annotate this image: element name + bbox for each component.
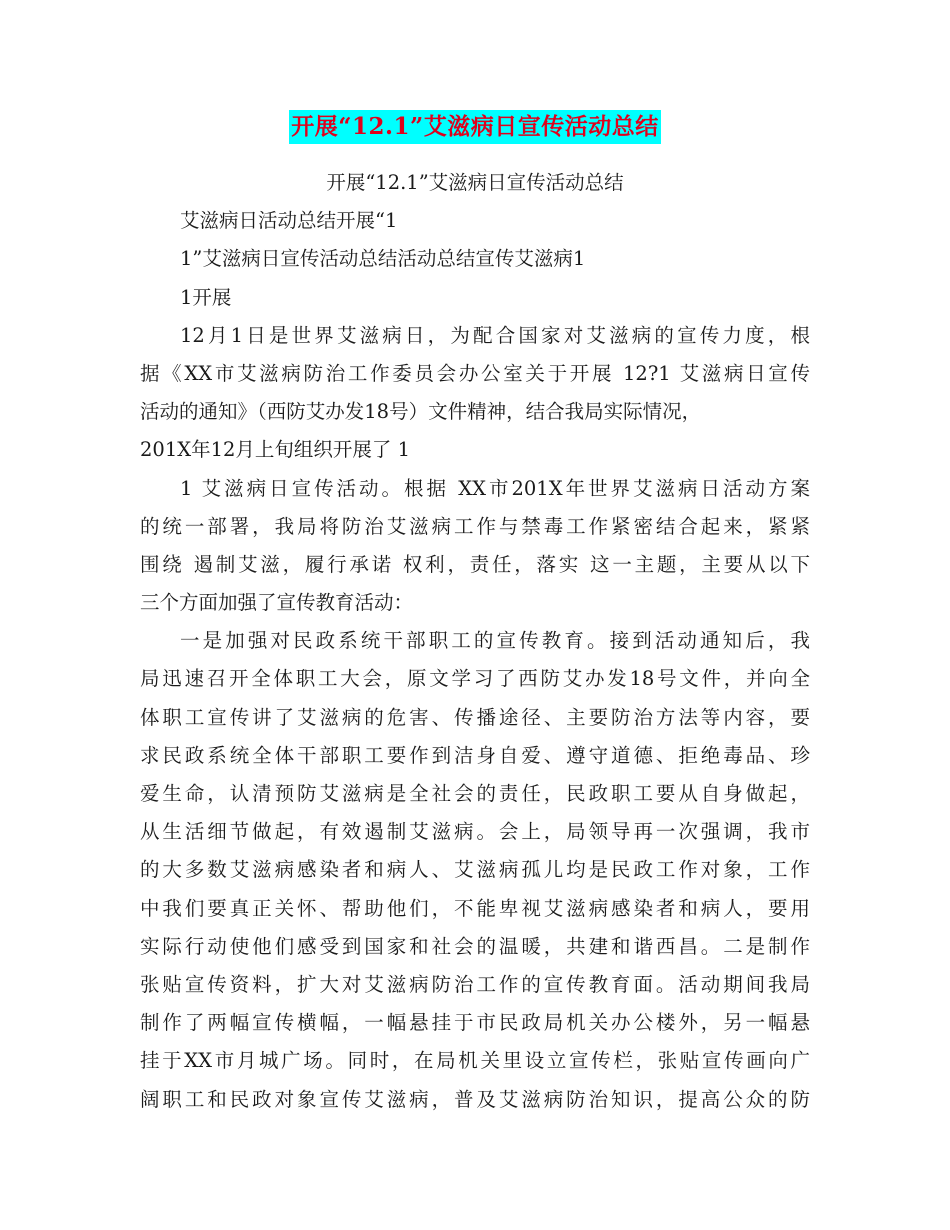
body-line: 的大多数艾滋病感染者和病人、艾滋病孤儿均是民政工作对象，工作: [140, 858, 810, 882]
body-line: 从生活细节做起，有效遏制艾滋病。会上，局领导再一次强调，我市: [140, 820, 810, 844]
body-line: 1开展: [180, 285, 232, 309]
body-line: 围绕 遏制艾滋，履行承诺 权利，责任，落实 这一主题，主要从以下: [140, 552, 810, 576]
body-line: 三个方面加强了宣传教育活动：: [140, 591, 414, 615]
body-line: 据《XX市艾滋病防治工作委员会办公室关于开展 12?1 艾滋病日宣传: [140, 361, 810, 385]
body-line: 体职工宣传讲了艾滋病的危害、传播途径、主要防治方法等内容，要: [140, 705, 810, 729]
body-line: 活动的通知》（西防艾办发18号）文件精神，结合我局实际情况，: [140, 400, 702, 424]
body-line: 实际行动使他们感受到国家和社会的温暖，共建和谐西昌。二是制作: [140, 934, 810, 958]
body-line: 1”艾滋病日宣传活动总结活动总结宣传艾滋病1: [180, 247, 586, 271]
body-line: 张贴宣传资料，扩大对艾滋病防治工作的宣传教育面。活动期间我局: [140, 972, 810, 996]
body-line: 中我们要真正关怀、帮助他们，不能卑视艾滋病感染者和病人，要用: [140, 896, 810, 920]
body-line: 求民政系统全体干部职工要作到洁身自爱、遵守道德、拒绝毒品、珍: [140, 743, 810, 767]
document-subtitle: 开展“12.1”艾滋病日宣传活动总结: [326, 171, 624, 194]
document-body: [140, 164, 810, 1119]
body-line: 挂于XX市月城广场。同时，在局机关里设立宣传栏，张贴宣传画向广: [140, 1049, 810, 1073]
body-line: 艾滋病日活动总结开展“1: [180, 209, 398, 233]
document-title: 开展“12.1”艾滋病日宣传活动总结: [289, 110, 660, 144]
body-line: 一是加强对民政系统干部职工的宣传教育。接到活动通知后，我: [180, 629, 810, 653]
body-line: 制作了两幅宣传横幅，一幅悬挂于市民政局机关办公楼外，另一幅悬: [140, 1011, 810, 1035]
body-line: 局迅速召开全体职工大会，原文学习了西防艾办发18号文件，并向全: [140, 667, 810, 691]
body-line: 201X年12月上旬组织开展了 1: [140, 438, 411, 462]
document-title-container: [0, 110, 950, 144]
body-line: 12月1日是世界艾滋病日，为配合国家对艾滋病的宣传力度，根: [180, 323, 810, 347]
body-line: 爱生命，认清预防艾滋病是全社会的责任，民政职工要从自身做起，: [140, 782, 810, 805]
body-line: 1 艾滋病日宣传活动。根据 XX市201X年世界艾滋病日活动方案: [180, 476, 810, 500]
body-line: 阔职工和民政对象宣传艾滋病，普及艾滋病防治知识，提高公众的防: [140, 1087, 810, 1111]
body-line: 的统一部署，我局将防治艾滋病工作与禁毒工作紧密结合起来，紧紧: [140, 514, 810, 538]
